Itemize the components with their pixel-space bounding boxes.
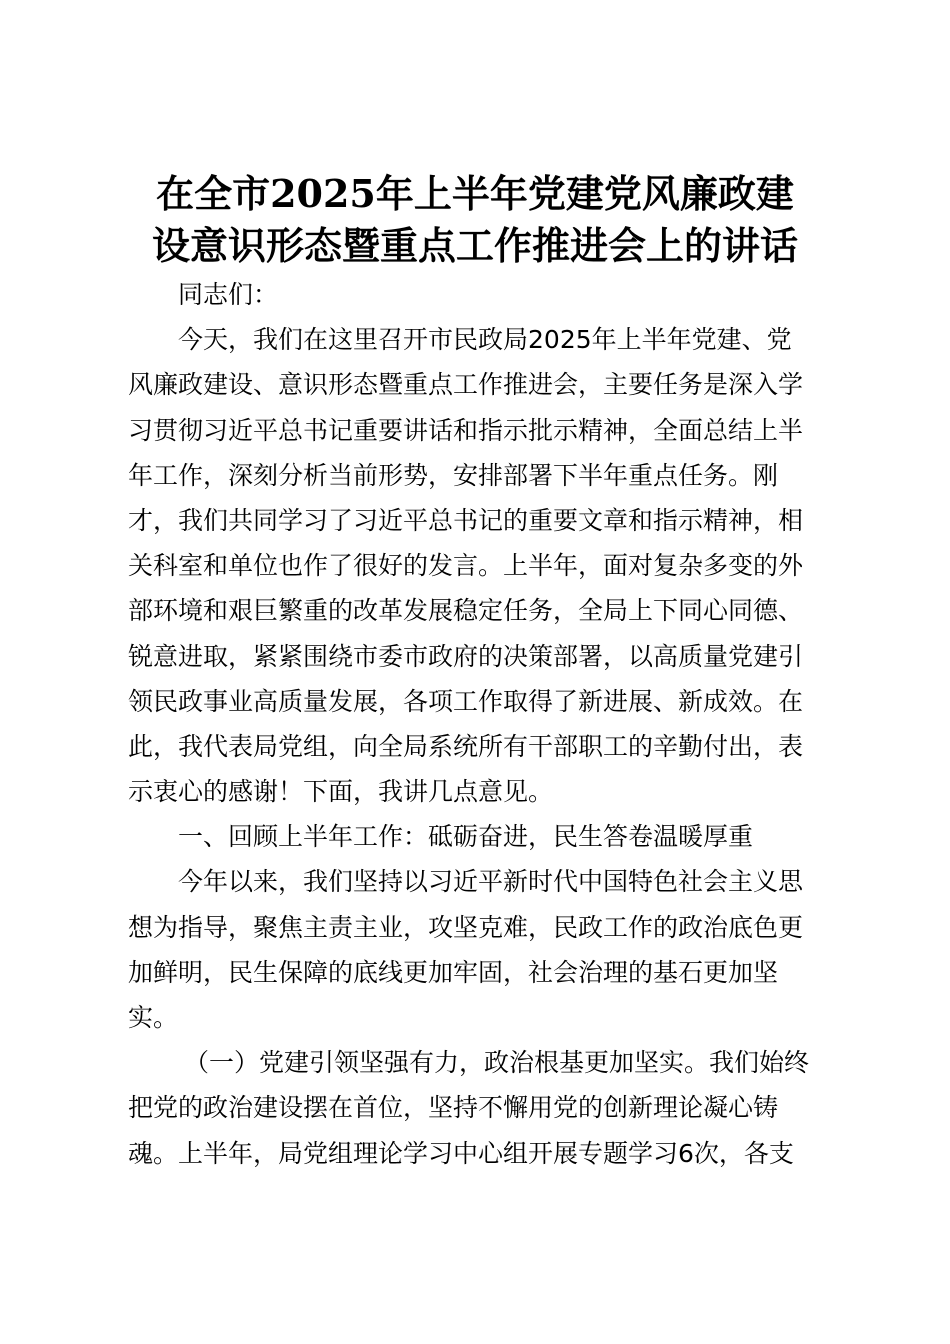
- paragraph-line: 加鲜明，民生保障的底线更加牢固，社会治理的基石更加坚: [128, 957, 779, 987]
- paragraph-line: 此，我代表局党组，向全局系统所有干部职工的辛勤付出，表: [128, 731, 804, 761]
- paragraph-line: 领民政事业高质量发展，各项工作取得了新进展、新成效。在: [128, 686, 804, 716]
- paragraph-line: 才，我们共同学习了习近平总书记的重要文章和指示精神，相: [128, 505, 804, 535]
- paragraph-line: 年工作，深刻分析当前形势，安排部署下半年重点任务。刚: [128, 460, 779, 490]
- paragraph-line: 部环境和艰巨繁重的改革发展稳定任务，全局上下同心同德、: [128, 596, 804, 626]
- paragraph-line: 想为指导，聚焦主责主业，攻坚克难，民政工作的政治底色更: [128, 912, 804, 942]
- paragraph-line: 今年以来，我们坚持以习近平新时代中国特色社会主义思: [178, 867, 804, 897]
- paragraph-line: 今天，我们在这里召开市民政局2025年上半年党建、党: [178, 325, 792, 355]
- paragraph-line: （一）党建引领坚强有力，政治根基更加坚实。我们始终: [184, 1048, 810, 1078]
- paragraph-line: 习贯彻习近平总书记重要讲话和指示批示精神，全面总结上半: [128, 415, 804, 445]
- paragraph-line: 关科室和单位也作了很好的发言。上半年，面对复杂多变的外: [128, 551, 804, 581]
- paragraph-line: 风廉政建设、意识形态暨重点工作推进会，主要任务是深入学: [128, 370, 804, 400]
- section-heading-1: 一、回顾上半年工作：砥砺奋进，民生答卷温暖厚重: [178, 822, 754, 852]
- document-title-line-2: 设意识形态暨重点工作推进会上的讲话: [151, 223, 798, 268]
- paragraph-line: 把党的政治建设摆在首位，坚持不懈用党的创新理论凝心铸: [128, 1093, 779, 1123]
- paragraph-line: 示衷心的感谢！下面，我讲几点意见。: [128, 777, 554, 807]
- paragraph-party-building: [128, 1040, 828, 1176]
- paragraph-review: [128, 859, 828, 1040]
- paragraph-line: 实。: [128, 1003, 179, 1032]
- paragraph-line: 魂。上半年，局党组理论学习中心组开展专题学习6次，各支: [128, 1138, 794, 1168]
- document-title-line-1: 在全市2025年上半年党建党风廉政建: [156, 171, 794, 216]
- paragraph-opening: [128, 317, 828, 814]
- paragraph-line: 锐意进取，紧紧围绕市委市政府的决策部署，以高质量党建引: [128, 641, 804, 671]
- salutation: 同志们：: [178, 280, 279, 309]
- document-body: [128, 272, 828, 1176]
